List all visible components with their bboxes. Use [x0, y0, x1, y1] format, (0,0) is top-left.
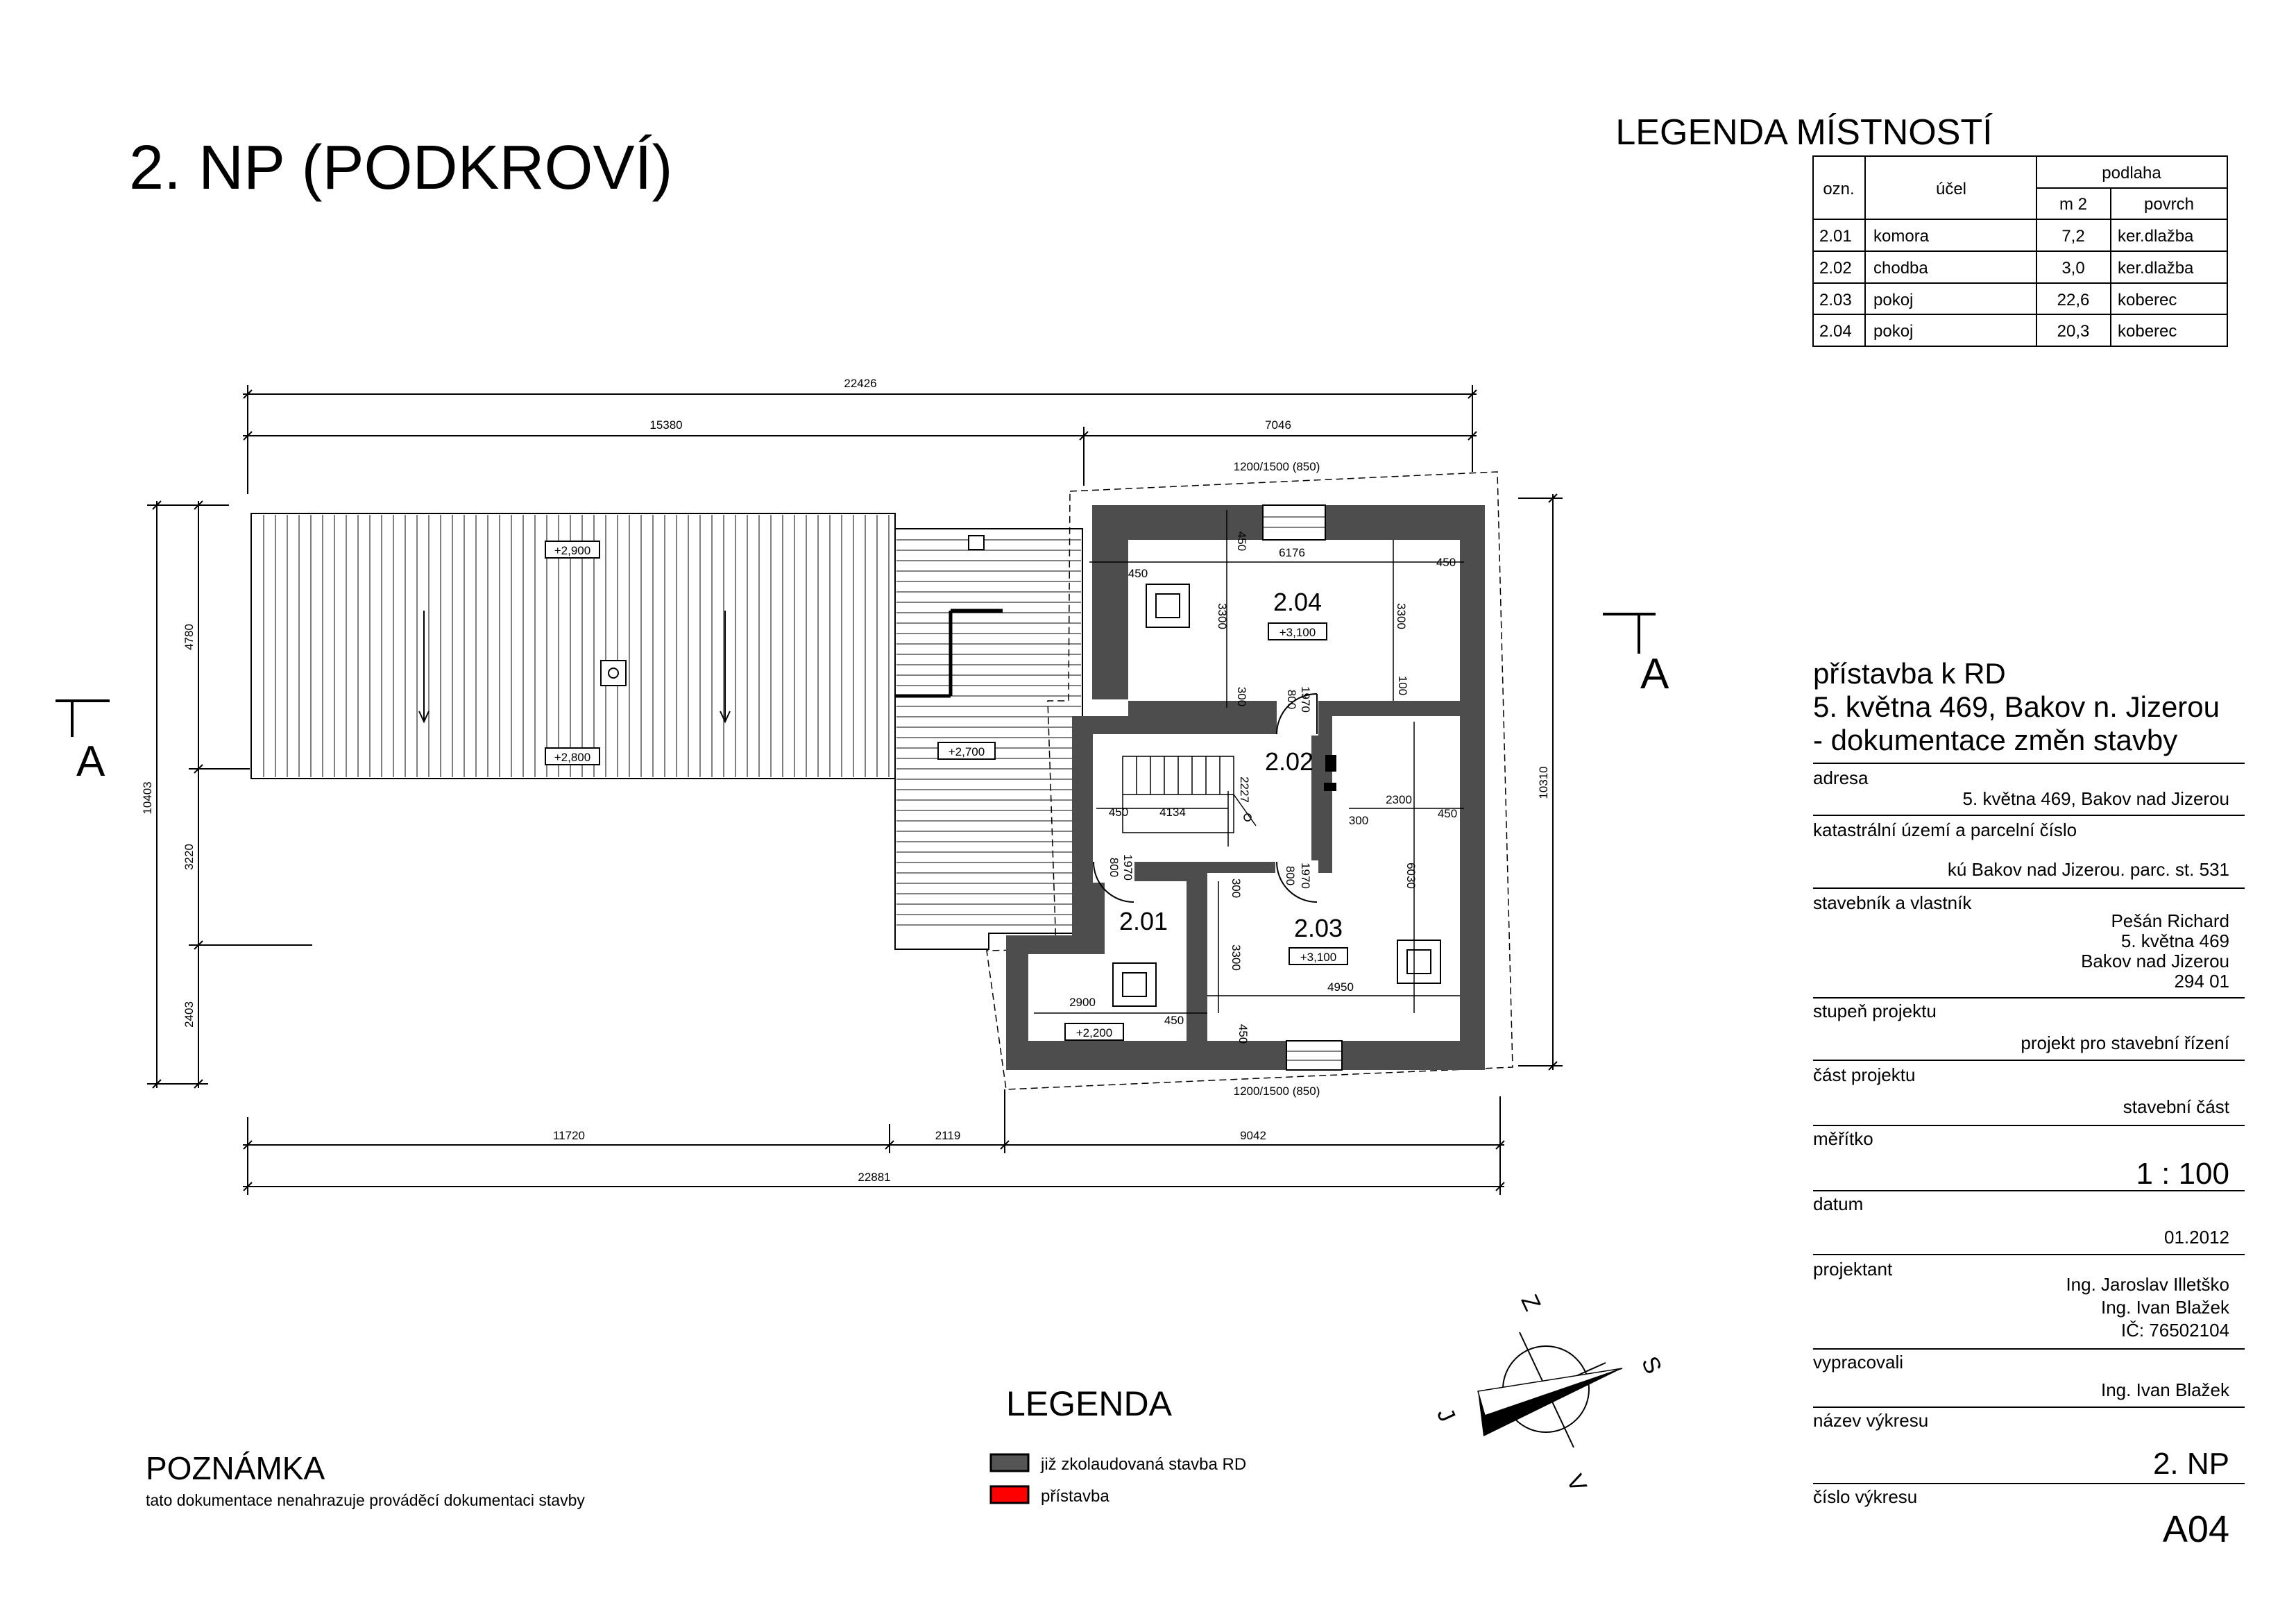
dim-left-b: 3220	[182, 844, 196, 870]
dim-t-300: 300	[1230, 878, 1243, 899]
dim-t-450: 450	[1128, 567, 1148, 580]
col-m2: m 2	[2059, 195, 2088, 214]
dim-t-450: 450	[1235, 531, 1248, 552]
section-mark-left	[56, 701, 110, 737]
level-roof-mid: +2,800	[554, 751, 591, 764]
level-roof-top: +2,900	[554, 544, 591, 557]
field-label-adresa: adresa	[1813, 767, 1869, 788]
field-label-cast: část projektu	[1813, 1064, 1916, 1085]
compass-icon	[1478, 1332, 1622, 1447]
field-value-projektant: IČ: 76502104	[2120, 1320, 2229, 1341]
note-text: tato dokumentace nenahrazuje prováděcí dokumentaci stavby	[146, 1491, 585, 1509]
dim-h-3300: 3300	[1230, 944, 1243, 971]
compass-s: V	[1561, 1470, 1592, 1496]
field-label-stavebnik: stavebník a vlastník	[1813, 892, 1972, 913]
row-m2: 20,3	[2057, 322, 2090, 341]
row-povrch: koberec	[2118, 322, 2177, 341]
dim-bottom-b: 2119	[935, 1129, 961, 1142]
dim-h-3300: 3300	[1395, 603, 1408, 629]
field-value-stavebnik: 5. května 469	[2120, 931, 2229, 951]
dim-w-2300: 2300	[1386, 793, 1412, 806]
row-ozn: 2.03	[1819, 291, 1852, 309]
section-mark-left-label: A	[76, 738, 105, 785]
note	[146, 1450, 585, 1509]
legend-swatch-extension	[991, 1486, 1028, 1503]
window-top	[1263, 505, 1325, 540]
dim-h-6030: 6030	[1404, 863, 1418, 889]
field-label-stupen: stupeň projektu	[1813, 1001, 1937, 1021]
dim-h-3300: 3300	[1216, 603, 1229, 629]
dim-t-300: 300	[1348, 814, 1369, 827]
dim-top-overall: 22426	[844, 377, 877, 390]
field-label-datum: datum	[1813, 1193, 1864, 1214]
dim-right-overall: 10310	[1537, 766, 1550, 799]
room-legend-row	[1819, 227, 2194, 246]
dim-window-bottom: 1200/1500 (850)	[1233, 1085, 1320, 1098]
field-label-projektant: projektant	[1813, 1259, 1893, 1280]
section-mark-right	[1603, 614, 1656, 654]
dim-h-2227: 2227	[1238, 776, 1251, 803]
row-ozn: 2.04	[1819, 322, 1852, 341]
dim-t-450: 450	[1437, 807, 1458, 820]
staircase	[1123, 756, 1256, 833]
compass-e: S	[1635, 1352, 1667, 1378]
section-mark-right-label: A	[1640, 650, 1669, 698]
room-legend	[1615, 112, 2227, 346]
field-value-stavebnik: Bakov nad Jizerou	[2081, 951, 2229, 971]
compass-w: J	[1431, 1404, 1461, 1427]
row-m2: 3,0	[2061, 259, 2085, 278]
dim-door-800: 800	[1107, 857, 1121, 878]
dim-bottom-a: 11720	[552, 1129, 586, 1142]
col-ucel: účel	[1935, 180, 1967, 198]
dim-bottom-c: 9042	[1240, 1129, 1266, 1142]
row-povrch: ker.dlažba	[2118, 259, 2194, 278]
dim-t-450: 450	[1236, 1023, 1250, 1044]
dim-t-450: 450	[1108, 806, 1129, 819]
field-value-datum: 01.2012	[2164, 1227, 2229, 1248]
row-ucel: pokoj	[1873, 291, 1914, 309]
dim-door-1970: 1970	[1121, 854, 1134, 881]
dim-w-201: 2900	[1069, 996, 1096, 1009]
dim-left-c: 2403	[182, 1001, 196, 1028]
row-ozn: 2.01	[1819, 227, 1852, 246]
row-ozn: 2.02	[1819, 259, 1852, 278]
dim-door-1970: 1970	[1299, 686, 1312, 713]
row-ucel: chodba	[1873, 259, 1928, 278]
room-legend-row	[1819, 291, 2177, 309]
dim-w-204: 6176	[1279, 546, 1305, 559]
level-komora: +2,200	[1075, 1026, 1113, 1039]
field-value-projektant: Ing. Jaroslav Illetško	[2066, 1274, 2229, 1295]
legend-title: LEGENDA	[1006, 1384, 1172, 1423]
room-legend-title: LEGENDA MÍSTNOSTÍ	[1615, 112, 1993, 153]
room-label-202: 2.02	[1264, 747, 1314, 776]
col-ozn: ozn.	[1823, 180, 1855, 198]
field-value-vypracovali: Ing. Ivan Blažek	[2101, 1379, 2229, 1400]
field-label-vypracovali: vypracovali	[1813, 1352, 1904, 1373]
room-legend-row	[1819, 259, 2194, 278]
field-value-projektant: Ing. Ivan Blažek	[2101, 1297, 2229, 1318]
field-value-cislo: A04	[2162, 1509, 2229, 1550]
dim-bottom-overall: 22881	[858, 1171, 891, 1184]
col-povrch: povrch	[2143, 195, 2195, 214]
col-podlaha: podlaha	[2102, 164, 2161, 182]
legend	[991, 1384, 1246, 1506]
dim-left-overall: 10403	[141, 781, 154, 815]
room-label-203: 2.03	[1293, 914, 1343, 942]
room-label-204: 2.04	[1273, 588, 1323, 616]
dim-door-1970: 1970	[1299, 863, 1312, 889]
row-ucel: pokoj	[1873, 322, 1914, 341]
field-value-cast: stavební část	[2123, 1096, 2229, 1117]
level-terrace: +2,700	[948, 745, 985, 758]
field-value-meritko: 1 : 100	[2136, 1157, 2229, 1191]
row-povrch: ker.dlažba	[2118, 227, 2194, 246]
legend-swatch-existing	[991, 1454, 1028, 1471]
title-block	[1813, 657, 2245, 1550]
dim-top-right: 7046	[1265, 418, 1291, 432]
sheet-title: 2. NP (PODKROVÍ)	[129, 133, 673, 203]
legend-label-extension: přístavba	[1041, 1487, 1109, 1506]
field-label-meritko: měřítko	[1813, 1128, 1873, 1149]
window-bottom	[1286, 1041, 1342, 1070]
note-title: POZNÁMKA	[146, 1450, 325, 1486]
room-label-201: 2.01	[1119, 907, 1168, 935]
dim-left-a: 4780	[182, 624, 196, 650]
dim-t-450: 450	[1436, 556, 1456, 569]
row-m2: 7,2	[2061, 227, 2085, 246]
field-value-stavebnik: Pešán Richard	[2111, 910, 2229, 931]
project-title-line: - dokumentace změn stavby	[1813, 724, 2178, 756]
row-m2: 22,6	[2057, 291, 2090, 309]
field-value-stavebnik: 294 01	[2174, 971, 2229, 992]
dim-window-top: 1200/1500 (850)	[1233, 460, 1320, 473]
room-legend-row	[1819, 322, 2177, 341]
field-value-katastr: kú Bakov nad Jizerou. parc. st. 531	[1947, 859, 2229, 880]
dim-door-800: 800	[1285, 689, 1298, 710]
dim-t-450: 450	[1164, 1014, 1184, 1027]
compass-n: Z	[1515, 1290, 1546, 1315]
dim-w-203: 4950	[1327, 980, 1354, 994]
project-title-line: přístavba k RD	[1813, 657, 2006, 690]
level-204: +3,100	[1279, 626, 1316, 639]
dim-t-300: 300	[1235, 686, 1248, 707]
dim-door-800: 800	[1284, 865, 1297, 886]
field-label-nazev: název výkresu	[1813, 1410, 1929, 1431]
dim-top-left: 15380	[649, 418, 683, 432]
roof-hatch-box	[601, 661, 626, 686]
field-value-adresa: 5. května 469, Bakov nad Jizerou	[1962, 788, 2229, 809]
field-label-katastr: katastrální území a parcelní číslo	[1813, 819, 2077, 840]
field-value-nazev: 2. NP	[2152, 1447, 2229, 1481]
field-label-cislo: číslo výkresu	[1813, 1486, 1918, 1507]
dim-t-100: 100	[1396, 675, 1409, 696]
project-title-line: 5. května 469, Bakov n. Jizerou	[1813, 690, 2220, 723]
dim-w-202: 4134	[1159, 806, 1186, 819]
level-203: +3,100	[1300, 951, 1337, 964]
row-povrch: koberec	[2118, 291, 2177, 309]
legend-label-existing: již zkolaudovaná stavba RD	[1041, 1455, 1247, 1474]
row-ucel: komora	[1873, 227, 1930, 246]
field-value-stupen: projekt pro stavební řízení	[2021, 1033, 2229, 1053]
